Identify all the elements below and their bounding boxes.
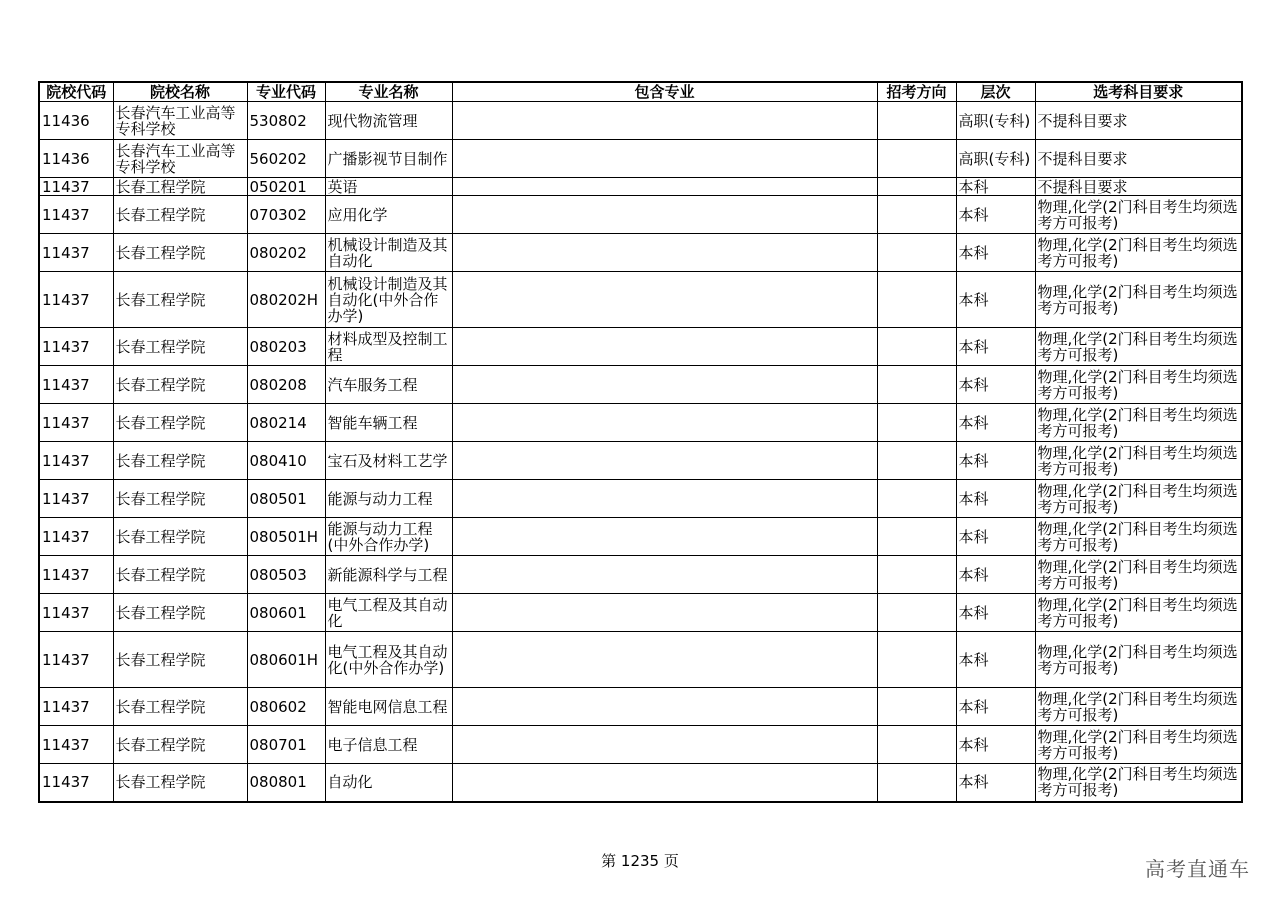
direction-cell [877,366,956,404]
table-row [39,366,1242,404]
direction-cell [877,272,956,328]
level-cell: 本科 [956,328,1035,366]
major-code-cell: 080410 [247,442,325,480]
subject-requirement-cell: 物理,化学(2门科目考生均须选考方可报考) [1035,234,1242,272]
major-name-cell: 材料成型及控制工程 [325,328,452,366]
school-code-cell: 11437 [39,764,113,802]
table-header-row [39,82,1242,102]
table-row [39,764,1242,802]
level-cell: 本科 [956,366,1035,404]
major-name-cell: 电气工程及其自动化(中外合作办学) [325,632,452,688]
subject-requirement-cell: 物理,化学(2门科目考生均须选考方可报考) [1035,726,1242,764]
level-cell: 本科 [956,764,1035,802]
major-code-cell: 080202 [247,234,325,272]
school-name-cell: 长春汽车工业高等专科学校 [113,102,247,140]
table-row [39,328,1242,366]
table-row [39,196,1242,234]
included-majors-cell [452,140,877,178]
major-code-cell: 080501 [247,480,325,518]
major-code-cell: 080202H [247,272,325,328]
included-majors-cell [452,196,877,234]
school-code-cell: 11437 [39,688,113,726]
major-code-cell: 080601H [247,632,325,688]
level-cell: 高职(专科) [956,102,1035,140]
subject-requirement-cell: 不提科目要求 [1035,178,1242,196]
major-code-cell: 080602 [247,688,325,726]
level-cell: 本科 [956,178,1035,196]
major-code-cell: 080214 [247,404,325,442]
level-cell: 本科 [956,234,1035,272]
level-cell: 高职(专科) [956,140,1035,178]
page-number: 第 1235 页 [601,852,679,870]
included-majors-cell [452,518,877,556]
included-majors-cell [452,234,877,272]
school-name-cell: 长春工程学院 [113,556,247,594]
direction-cell [877,196,956,234]
major-name-cell: 智能车辆工程 [325,404,452,442]
major-code-cell: 080503 [247,556,325,594]
school-code-cell: 11436 [39,102,113,140]
table-row [39,234,1242,272]
subject-requirement-cell: 不提科目要求 [1035,102,1242,140]
school-code-cell: 11437 [39,442,113,480]
direction-cell [877,688,956,726]
direction-cell [877,480,956,518]
school-code-cell: 11437 [39,196,113,234]
direction-cell [877,234,956,272]
major-code-cell: 560202 [247,140,325,178]
school-code-cell: 11437 [39,272,113,328]
subject-requirement-cell: 物理,化学(2门科目考生均须选考方可报考) [1035,594,1242,632]
subject-requirement-cell: 物理,化学(2门科目考生均须选考方可报考) [1035,632,1242,688]
school-name-cell: 长春工程学院 [113,328,247,366]
major-name-cell: 能源与动力工程(中外合作办学) [325,518,452,556]
level-cell: 本科 [956,594,1035,632]
school-name-cell: 长春工程学院 [113,442,247,480]
major-name-cell: 广播影视节目制作 [325,140,452,178]
table-row [39,442,1242,480]
header-major-name: 专业名称 [325,82,452,102]
table-row [39,632,1242,688]
school-name-cell: 长春工程学院 [113,726,247,764]
school-name-cell: 长春工程学院 [113,688,247,726]
direction-cell [877,594,956,632]
included-majors-cell [452,594,877,632]
school-name-cell: 长春汽车工业高等专科学校 [113,140,247,178]
subject-requirement-cell: 物理,化学(2门科目考生均须选考方可报考) [1035,442,1242,480]
major-name-cell: 汽车服务工程 [325,366,452,404]
subject-requirement-cell: 物理,化学(2门科目考生均须选考方可报考) [1035,556,1242,594]
table-row [39,726,1242,764]
school-code-cell: 11437 [39,518,113,556]
included-majors-cell [452,726,877,764]
header-level: 层次 [956,82,1035,102]
major-code-cell: 080601 [247,594,325,632]
included-majors-cell [452,102,877,140]
major-code-cell: 080208 [247,366,325,404]
level-cell: 本科 [956,196,1035,234]
table-row [39,272,1242,328]
school-code-cell: 11437 [39,328,113,366]
table-row [39,594,1242,632]
subject-requirement-cell: 物理,化学(2门科目考生均须选考方可报考) [1035,764,1242,802]
school-code-cell: 11437 [39,726,113,764]
subject-requirement-cell: 物理,化学(2门科目考生均须选考方可报考) [1035,518,1242,556]
level-cell: 本科 [956,632,1035,688]
direction-cell [877,328,956,366]
watermark: 高考直通车 [1145,857,1250,881]
school-code-cell: 11437 [39,178,113,196]
header-direction: 招考方向 [877,82,956,102]
level-cell: 本科 [956,518,1035,556]
subject-requirement-cell: 不提科目要求 [1035,140,1242,178]
major-code-cell: 080203 [247,328,325,366]
level-cell: 本科 [956,272,1035,328]
header-included-majors: 包含专业 [452,82,877,102]
level-cell: 本科 [956,556,1035,594]
major-name-cell: 英语 [325,178,452,196]
school-code-cell: 11437 [39,234,113,272]
school-code-cell: 11437 [39,480,113,518]
table-row [39,102,1242,140]
major-name-cell: 能源与动力工程 [325,480,452,518]
included-majors-cell [452,272,877,328]
included-majors-cell [452,632,877,688]
major-name-cell: 电气工程及其自动化 [325,594,452,632]
table-row [39,556,1242,594]
table-row [39,480,1242,518]
major-name-cell: 自动化 [325,764,452,802]
included-majors-cell [452,178,877,196]
major-name-cell: 现代物流管理 [325,102,452,140]
school-name-cell: 长春工程学院 [113,632,247,688]
major-code-cell: 080701 [247,726,325,764]
table-row [39,178,1242,196]
school-code-cell: 11437 [39,632,113,688]
included-majors-cell [452,556,877,594]
direction-cell [877,178,956,196]
direction-cell [877,518,956,556]
major-code-cell: 530802 [247,102,325,140]
subject-requirement-cell: 物理,化学(2门科目考生均须选考方可报考) [1035,688,1242,726]
direction-cell [877,632,956,688]
school-name-cell: 长春工程学院 [113,518,247,556]
school-code-cell: 11436 [39,140,113,178]
major-code-cell: 070302 [247,196,325,234]
school-name-cell: 长春工程学院 [113,178,247,196]
subject-requirement-cell: 物理,化学(2门科目考生均须选考方可报考) [1035,366,1242,404]
included-majors-cell [452,688,877,726]
level-cell: 本科 [956,480,1035,518]
school-name-cell: 长春工程学院 [113,366,247,404]
header-school-name: 院校名称 [113,82,247,102]
included-majors-cell [452,480,877,518]
subject-requirement-cell: 物理,化学(2门科目考生均须选考方可报考) [1035,480,1242,518]
included-majors-cell [452,442,877,480]
level-cell: 本科 [956,404,1035,442]
major-name-cell: 机械设计制造及其自动化 [325,234,452,272]
header-subject-requirement: 选考科目要求 [1035,82,1242,102]
major-code-cell: 080801 [247,764,325,802]
table-row [39,140,1242,178]
major-name-cell: 应用化学 [325,196,452,234]
direction-cell [877,442,956,480]
direction-cell [877,404,956,442]
direction-cell [877,764,956,802]
included-majors-cell [452,764,877,802]
subject-requirement-cell: 物理,化学(2门科目考生均须选考方可报考) [1035,404,1242,442]
direction-cell [877,102,956,140]
school-name-cell: 长春工程学院 [113,234,247,272]
included-majors-cell [452,404,877,442]
school-code-cell: 11437 [39,594,113,632]
major-name-cell: 电子信息工程 [325,726,452,764]
header-major-code: 专业代码 [247,82,325,102]
level-cell: 本科 [956,688,1035,726]
header-school-code: 院校代码 [39,82,113,102]
school-name-cell: 长春工程学院 [113,764,247,802]
level-cell: 本科 [956,726,1035,764]
major-code-cell: 050201 [247,178,325,196]
school-code-cell: 11437 [39,556,113,594]
direction-cell [877,556,956,594]
school-code-cell: 11437 [39,366,113,404]
included-majors-cell [452,328,877,366]
major-name-cell: 新能源科学与工程 [325,556,452,594]
admissions-table [38,81,1243,803]
direction-cell [877,726,956,764]
included-majors-cell [452,366,877,404]
table-row [39,404,1242,442]
school-name-cell: 长春工程学院 [113,272,247,328]
school-name-cell: 长春工程学院 [113,404,247,442]
school-name-cell: 长春工程学院 [113,594,247,632]
table-row [39,518,1242,556]
major-name-cell: 智能电网信息工程 [325,688,452,726]
table-row [39,688,1242,726]
school-name-cell: 长春工程学院 [113,196,247,234]
subject-requirement-cell: 物理,化学(2门科目考生均须选考方可报考) [1035,272,1242,328]
major-name-cell: 宝石及材料工艺学 [325,442,452,480]
major-name-cell: 机械设计制造及其自动化(中外合作办学) [325,272,452,328]
school-code-cell: 11437 [39,404,113,442]
major-code-cell: 080501H [247,518,325,556]
subject-requirement-cell: 物理,化学(2门科目考生均须选考方可报考) [1035,328,1242,366]
subject-requirement-cell: 物理,化学(2门科目考生均须选考方可报考) [1035,196,1242,234]
direction-cell [877,140,956,178]
school-name-cell: 长春工程学院 [113,480,247,518]
level-cell: 本科 [956,442,1035,480]
